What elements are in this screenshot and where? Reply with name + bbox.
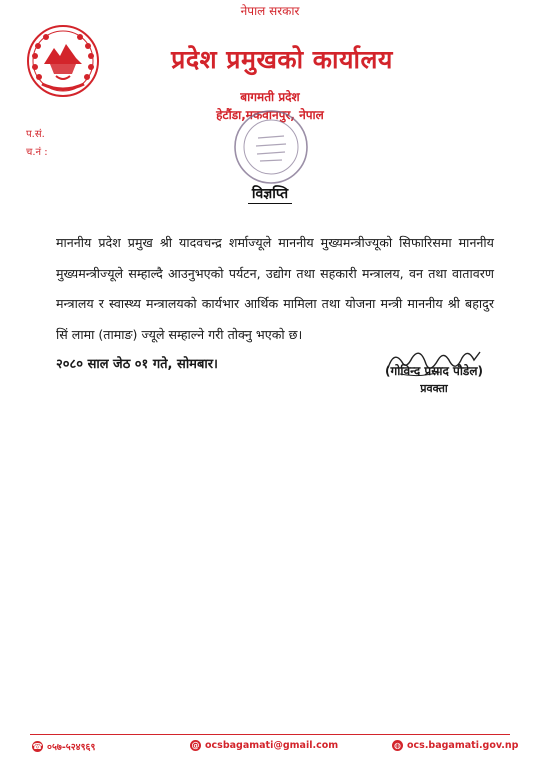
footer-phone — [32, 740, 95, 753]
footer-website[interactable] — [392, 740, 518, 751]
footer-email[interactable] — [190, 740, 338, 751]
email-icon: @ — [191, 741, 200, 750]
signatory-role: प्रवक्ता — [420, 382, 448, 395]
notice-title — [0, 184, 540, 203]
province-name: बागमती प्रदेश — [240, 90, 300, 104]
footer-website-text[interactable]: ocs.bagamati.gov.np — [407, 740, 519, 751]
notice-title-text: विज्ञप्ति — [248, 186, 292, 204]
office-address: हेटौंडा,मकवानपुर, नेपाल — [216, 108, 324, 122]
globe-icon: ◍ — [392, 740, 403, 751]
phone-icon: ☎ — [32, 742, 43, 751]
notice-body: माननीय प्रदेश प्रमुख श्री यादवचन्द्र शर्माज्यूले माननीय मुख्यमन्त्रीज्यूको सिफारिसमा माननीय मुख्यमन्त्रीज्यूले सम्हाल्दै आउनुभएको पर्यटन, उद्योग तथा सहकारी मन्त्रालय, वन तथा वातावरण मन्त्रालय र स्वास्थ्य मन्त्रालयको कार्यभार आर्थिक मामिला तथा योजना मन्त्री माननीय श्री बहादुर सिं लामा (तामाङ) ज्यूले सम्हाल्ने गरी तोक्नु भएको छ। — [56, 235, 494, 342]
footer-phone-text: ०५७-५२४९६९ — [47, 742, 96, 753]
dispatch-number-label: च.नं : — [26, 147, 48, 158]
footer-email-text[interactable]: ocsbagamati@gmail.com — [205, 740, 339, 751]
government-name: नेपाल सरकार — [240, 4, 300, 18]
office-title: प्रदेश प्रमुखको कार्यालय — [171, 45, 393, 74]
nepal-emblem-logo — [26, 24, 100, 98]
footer-divider — [30, 734, 510, 735]
signatory-name: (गोविन्द प्रसाद पौडेल) — [385, 364, 483, 378]
notice-date: २०८० साल जेठ ०१ गते, सोमबार। — [56, 357, 218, 372]
office-stamp — [232, 108, 310, 186]
reference-number-label: प.सं. — [26, 129, 45, 140]
